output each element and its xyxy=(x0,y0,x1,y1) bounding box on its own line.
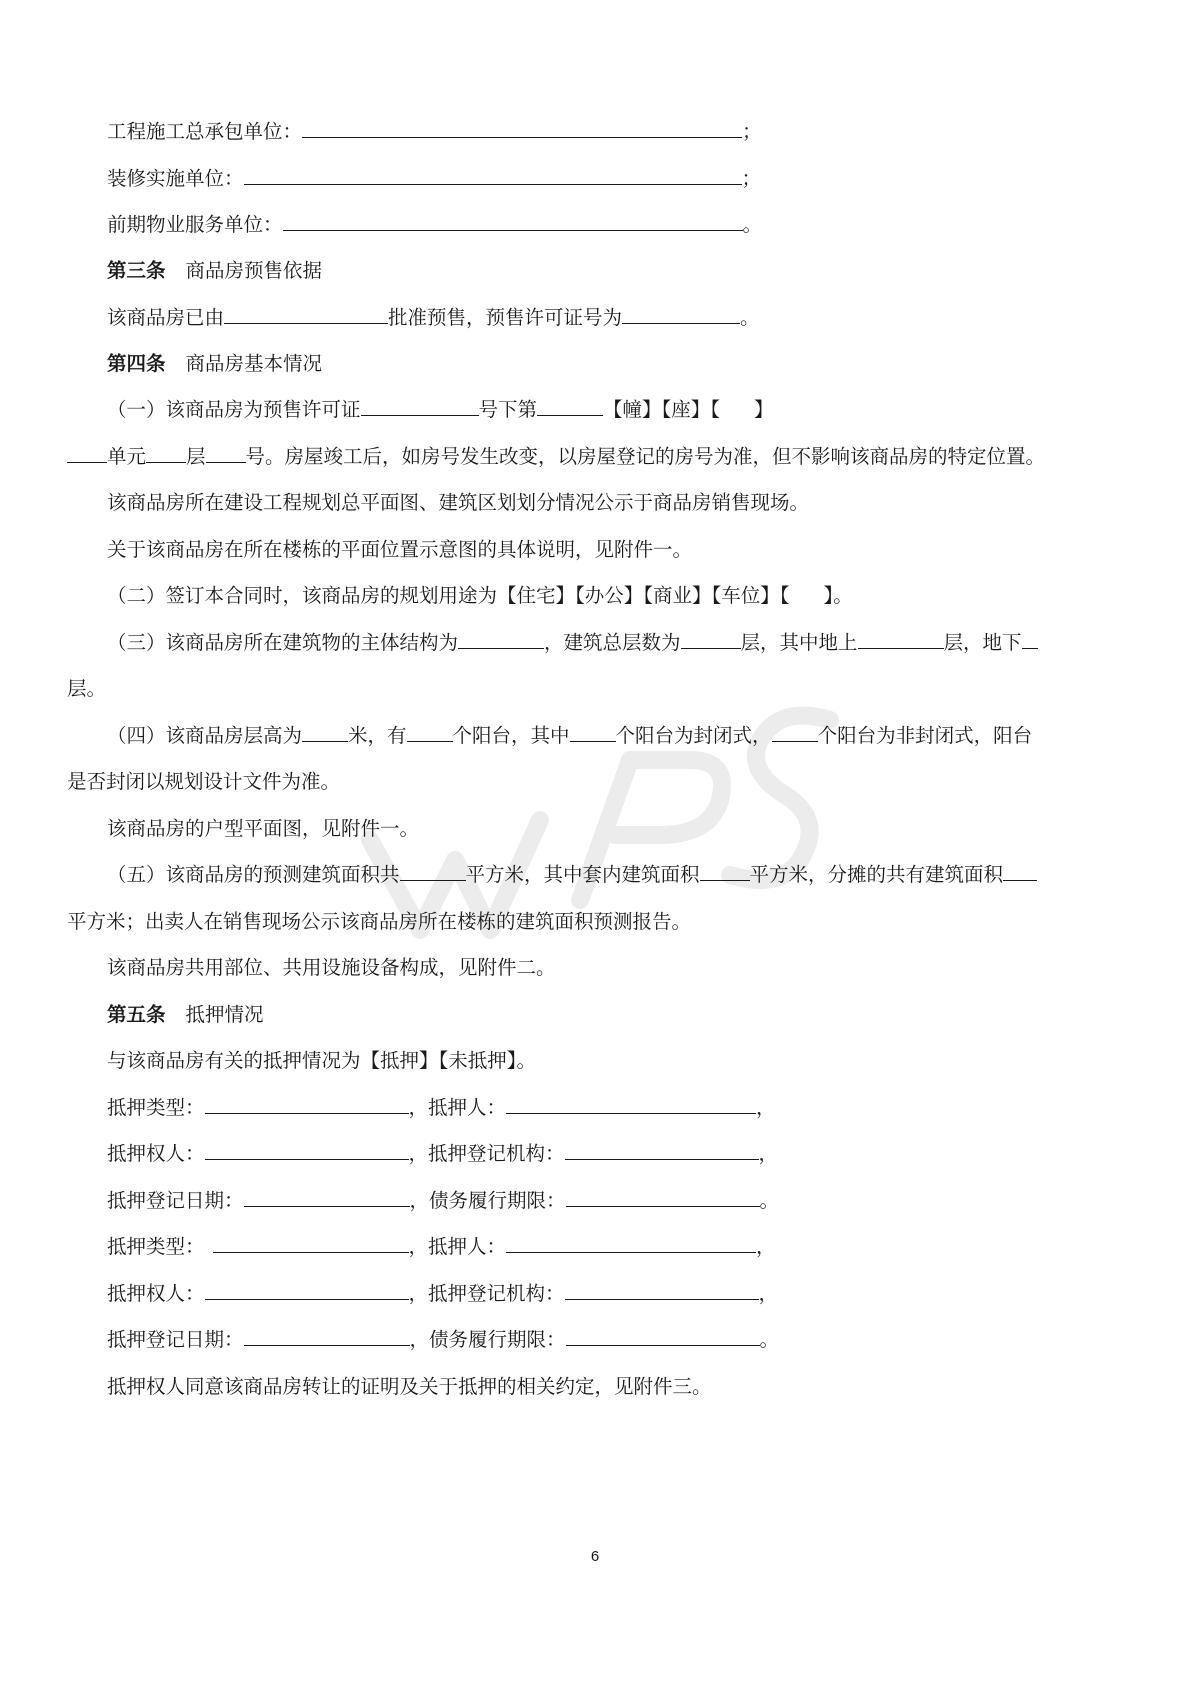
debt-term-blank[interactable] xyxy=(566,1189,760,1207)
text: 米，有 xyxy=(348,724,407,747)
enclosed-balcony-blank[interactable] xyxy=(570,724,616,742)
text: 抵押类型： xyxy=(107,1235,205,1258)
text: ，债务履行期限： xyxy=(409,1328,566,1351)
text: （四）该商品房层高为 xyxy=(107,724,303,747)
balcony-count-blank[interactable] xyxy=(407,724,453,742)
text: （二）签订本合同时，该商品房的规划用途为【住宅】【办公】【商业】【车位】【 xyxy=(107,584,790,607)
registration-date-line-2 xyxy=(107,1328,779,1352)
text: 层 xyxy=(186,445,206,468)
registration-agency-blank[interactable] xyxy=(565,1142,759,1160)
item3-line xyxy=(107,631,1038,655)
permit-number-blank[interactable] xyxy=(622,306,740,324)
layout-paragraph xyxy=(107,817,419,841)
text: ， xyxy=(756,1096,776,1119)
total-floors-blank[interactable] xyxy=(681,631,741,649)
decoration-line xyxy=(107,167,761,191)
approval-authority-blank[interactable] xyxy=(224,306,388,324)
article4-heading xyxy=(107,352,322,376)
text: ，抵押登记机构： xyxy=(408,1282,565,1305)
text: 平方米，其中套内建筑面积 xyxy=(465,863,700,886)
property-label: 前期物业服务单位： xyxy=(107,213,283,236)
text: ，建筑总层数为 xyxy=(544,631,681,654)
debt-term-blank-2[interactable] xyxy=(566,1328,760,1346)
decoration-label: 装修实施单位： xyxy=(107,167,244,190)
item4-continued-line xyxy=(67,770,340,794)
article-number: 第三条 xyxy=(107,259,166,282)
mortgage-intro xyxy=(107,1049,536,1073)
unit-blank[interactable] xyxy=(67,445,107,463)
mortgage-type-line xyxy=(107,1096,776,1120)
text: ， xyxy=(758,1142,779,1165)
registration-date-line xyxy=(107,1189,779,1213)
mortgagee-line-2 xyxy=(107,1282,778,1306)
predicted-area-blank[interactable] xyxy=(400,863,466,881)
mortgagor-blank-2[interactable] xyxy=(506,1235,756,1253)
floorplan-paragraph xyxy=(107,538,692,562)
page-number: 6 xyxy=(590,1548,600,1565)
article-number: 第五条 xyxy=(107,1003,166,1026)
mortgagee-blank[interactable] xyxy=(205,1142,409,1160)
mortgagor-blank[interactable] xyxy=(506,1096,756,1114)
text: 与该商品房有关的抵押情况为【抵押】【未抵押】。 xyxy=(107,1049,537,1072)
text: 单元 xyxy=(107,445,147,468)
article-number: 第四条 xyxy=(107,352,166,375)
property-blank[interactable] xyxy=(283,213,743,231)
text: 抵押登记日期： xyxy=(107,1189,244,1212)
shared-area-blank[interactable] xyxy=(1003,863,1037,881)
text: ， xyxy=(758,1282,779,1305)
text: 】 xyxy=(754,398,774,421)
text: 该商品房已由 xyxy=(107,306,225,329)
text: 平方米；出卖人在销售现场公示该商品房所在楼栋的建筑面积预测报告。 xyxy=(67,910,692,933)
text: 是否封闭以规划设计文件为准。 xyxy=(67,770,341,793)
item5-line xyxy=(107,863,1037,887)
text: 号下第 xyxy=(478,398,538,421)
mortgagee-line xyxy=(107,1142,778,1166)
text: 层，地下 xyxy=(943,631,1022,654)
semicolon: ； xyxy=(742,120,762,143)
text: 层，其中地上 xyxy=(740,631,858,654)
article3-presale-line xyxy=(107,306,760,330)
mortgage-type-blank-2[interactable] xyxy=(213,1235,409,1253)
plan-paragraph xyxy=(107,491,809,515)
semicolon: ； xyxy=(741,167,762,190)
text: 抵押登记日期： xyxy=(107,1328,244,1351)
text: 抵押权人： xyxy=(107,1142,205,1165)
below-ground-blank[interactable] xyxy=(1022,631,1038,649)
open-balcony-blank[interactable] xyxy=(772,724,818,742)
contractor-blank[interactable] xyxy=(302,120,742,138)
structure-blank[interactable] xyxy=(458,631,544,649)
text: 抵押类型： xyxy=(107,1096,205,1119)
text: 抵押权人： xyxy=(107,1282,205,1305)
text: ，债务履行期限： xyxy=(409,1189,566,1212)
text: （一）该商品房为预售许可证 xyxy=(107,398,361,421)
registration-date-blank-2[interactable] xyxy=(244,1328,410,1346)
contractor-label: 工程施工总承包单位： xyxy=(107,120,303,143)
ceiling-height-blank[interactable] xyxy=(302,724,348,742)
item2-line xyxy=(107,584,853,608)
text: 关于该商品房在所在楼栋的平面位置示意图的具体说明，见附件一。 xyxy=(107,538,693,561)
text: 该商品房所在建设工程规划总平面图、建筑区划划分情况公示于商品房销售现场。 xyxy=(107,491,810,514)
text: 平方米，分摊的共有建筑面积 xyxy=(749,863,1004,886)
registration-date-blank[interactable] xyxy=(244,1189,410,1207)
period: 。 xyxy=(740,306,760,329)
text: 个阳台，其中 xyxy=(452,724,570,747)
building-blank[interactable] xyxy=(537,398,603,416)
text: ，抵押登记机构： xyxy=(408,1142,565,1165)
item4-line xyxy=(107,724,1032,748)
article-title: 商品房预售依据 xyxy=(185,259,323,282)
item5-continued-line xyxy=(67,910,691,934)
text: 。 xyxy=(759,1328,780,1351)
property-line xyxy=(107,213,762,237)
interior-area-blank[interactable] xyxy=(700,863,750,881)
mortgagee-blank-2[interactable] xyxy=(205,1282,409,1300)
text: 该商品房的户型平面图，见附件一。 xyxy=(107,817,420,840)
text: 个阳台为封闭式， xyxy=(615,724,772,747)
mortgage-type-blank[interactable] xyxy=(205,1096,409,1114)
text: 层。 xyxy=(67,677,107,700)
text: 【幢】【座】【 xyxy=(603,398,721,421)
text: ，抵押人： xyxy=(408,1235,507,1258)
above-ground-blank[interactable] xyxy=(858,631,944,649)
text: 。 xyxy=(759,1189,780,1212)
text: （五）该商品房的预测建筑面积共 xyxy=(107,863,400,886)
article-title: 抵押情况 xyxy=(185,1003,264,1026)
text: ，抵押人： xyxy=(408,1096,507,1119)
text: ， xyxy=(756,1235,776,1258)
contractor-line xyxy=(107,120,762,144)
article5-heading xyxy=(107,1003,264,1027)
floor-blank[interactable] xyxy=(146,445,186,463)
decoration-blank[interactable] xyxy=(244,167,742,185)
shared-facilities-paragraph xyxy=(107,956,556,980)
text: 抵押权人同意该商品房转让的证明及关于抵押的相关约定，见附件三。 xyxy=(107,1375,712,1398)
mortgage-closing xyxy=(107,1375,712,1399)
text: 】。 xyxy=(823,584,853,607)
registration-agency-blank-2[interactable] xyxy=(565,1282,759,1300)
text: 批准预售，预售许可证号为 xyxy=(388,306,623,329)
item1-continued-line xyxy=(67,445,1045,469)
article3-heading xyxy=(107,259,322,283)
text: 该商品房共用部位、共用设施设备构成，见附件二。 xyxy=(107,956,556,979)
permit-blank[interactable] xyxy=(361,398,479,416)
item3-continued-line xyxy=(67,677,106,701)
text: 号。房屋竣工后，如房号发生改变，以房屋登记的房号为准，但不影响该商品房的特定位置。 xyxy=(245,445,1046,468)
text: （三）该商品房所在建筑物的主体结构为 xyxy=(107,631,459,654)
period: 。 xyxy=(742,213,763,236)
room-blank[interactable] xyxy=(206,445,246,463)
text: 个阳台为非封闭式，阳台 xyxy=(817,724,1033,747)
mortgage-type-line-2 xyxy=(107,1235,776,1259)
item1-line xyxy=(107,398,774,422)
article-title: 商品房基本情况 xyxy=(185,352,323,375)
